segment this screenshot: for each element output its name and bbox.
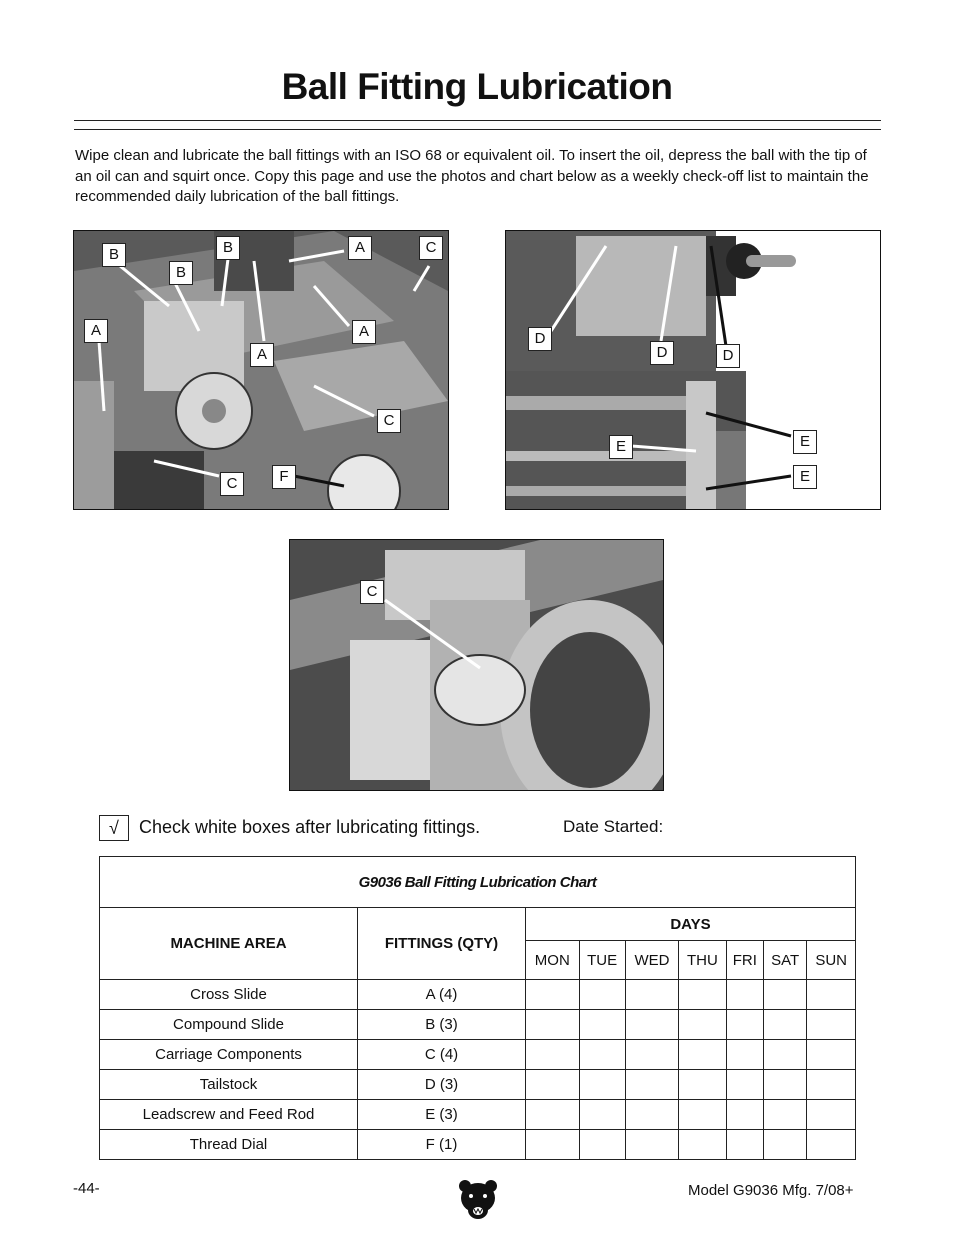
day-header: MON [526, 941, 580, 980]
check-box-cell[interactable] [807, 980, 856, 1010]
check-box-cell[interactable] [579, 1010, 625, 1040]
check-box-cell[interactable] [579, 1130, 625, 1160]
callout-c: C [377, 409, 401, 433]
fittings-cell: F (1) [358, 1130, 526, 1160]
fittings-cell: D (3) [358, 1070, 526, 1100]
model-info: Model G9036 Mfg. 7/08+ [688, 1182, 854, 1199]
machine-area-cell: Tailstock [100, 1070, 358, 1100]
callout-d: D [716, 344, 740, 368]
page-title: Ball Fitting Lubrication [281, 66, 673, 107]
col-days: DAYS [526, 908, 856, 941]
day-header: SUN [807, 941, 856, 980]
bear-logo-icon [458, 1178, 498, 1225]
callout-f: F [272, 465, 296, 489]
check-box-cell[interactable] [579, 980, 625, 1010]
check-box-cell[interactable] [679, 1070, 726, 1100]
check-box-cell[interactable] [764, 980, 807, 1010]
check-box-cell[interactable] [764, 1130, 807, 1160]
table-row [100, 1010, 856, 1040]
lubrication-chart [99, 856, 856, 1160]
title-rule-top [74, 120, 881, 121]
machine-area-cell: Compound Slide [100, 1010, 358, 1040]
callout-b: B [216, 236, 240, 260]
check-box-cell[interactable] [807, 1010, 856, 1040]
fittings-cell: E (3) [358, 1100, 526, 1130]
check-box-cell[interactable] [625, 1130, 679, 1160]
callout-a: A [250, 343, 274, 367]
day-header: SAT [764, 941, 807, 980]
table-row [100, 1040, 856, 1070]
callout-e: E [609, 435, 633, 459]
machine-area-cell: Thread Dial [100, 1130, 358, 1160]
callout-e: E [793, 430, 817, 454]
day-header: THU [679, 941, 726, 980]
fittings-cell: C (4) [358, 1040, 526, 1070]
checkoff-text: Check white boxes after lubricating fittings. [139, 817, 481, 837]
callout-c: C [419, 236, 443, 260]
check-box-cell[interactable] [764, 1070, 807, 1100]
callout-e: E [793, 465, 817, 489]
check-box-cell[interactable] [679, 980, 726, 1010]
check-box-cell[interactable] [579, 1070, 625, 1100]
callout-d: D [528, 327, 552, 351]
callout-b: B [169, 261, 193, 285]
check-box-cell[interactable] [526, 1010, 580, 1040]
day-header: FRI [726, 941, 763, 980]
check-box-cell[interactable] [625, 1070, 679, 1100]
check-box-cell[interactable] [764, 1100, 807, 1130]
check-box-cell[interactable] [807, 1070, 856, 1100]
machine-area-cell: Cross Slide [100, 980, 358, 1010]
check-box-cell[interactable] [526, 1100, 580, 1130]
check-box-cell[interactable] [625, 1040, 679, 1070]
check-box-cell[interactable] [726, 1100, 763, 1130]
machine-area-cell: Leadscrew and Feed Rod [100, 1100, 358, 1130]
callout-a: A [352, 320, 376, 344]
thread-dial-photo [289, 539, 664, 791]
table-row [100, 1130, 856, 1160]
callout-b: B [102, 243, 126, 267]
check-box-cell[interactable] [764, 1010, 807, 1040]
check-box-cell[interactable] [726, 980, 763, 1010]
day-header: TUE [579, 941, 625, 980]
check-box-cell[interactable] [807, 1040, 856, 1070]
check-box-cell[interactable] [679, 1040, 726, 1070]
title-rule-bottom [74, 129, 881, 130]
check-box-cell[interactable] [526, 1070, 580, 1100]
check-box-cell[interactable] [807, 1130, 856, 1160]
table-row [100, 1070, 856, 1100]
tailstock-leadscrew-photo [505, 230, 881, 510]
callout-c: C [360, 580, 384, 604]
check-box-cell[interactable] [726, 1040, 763, 1070]
check-mark-box: √ [99, 815, 129, 841]
table-row [100, 980, 856, 1010]
callout-d: D [650, 341, 674, 365]
callout-c: C [220, 472, 244, 496]
check-box-cell[interactable] [579, 1100, 625, 1130]
fittings-cell: B (3) [358, 1010, 526, 1040]
check-box-cell[interactable] [625, 1100, 679, 1130]
check-box-cell[interactable] [679, 1100, 726, 1130]
check-box-cell[interactable] [726, 1130, 763, 1160]
table-row [100, 1100, 856, 1130]
check-box-cell[interactable] [526, 1130, 580, 1160]
cross-slide-photo [73, 230, 449, 510]
check-box-cell[interactable] [579, 1040, 625, 1070]
check-box-cell[interactable] [726, 1010, 763, 1040]
check-box-cell[interactable] [807, 1100, 856, 1130]
check-box-cell[interactable] [679, 1010, 726, 1040]
col-machine-area: MACHINE AREA [100, 908, 358, 980]
check-box-cell[interactable] [526, 980, 580, 1010]
check-box-cell[interactable] [679, 1130, 726, 1160]
date-started-label: Date Started: [563, 817, 664, 836]
fittings-cell: A (4) [358, 980, 526, 1010]
check-box-cell[interactable] [764, 1040, 807, 1070]
chart-title: G9036 Ball Fitting Lubrication Chart [100, 857, 856, 908]
check-box-cell[interactable] [726, 1070, 763, 1100]
day-header: WED [625, 941, 679, 980]
callout-a: A [84, 319, 108, 343]
check-box-cell[interactable] [625, 980, 679, 1010]
check-box-cell[interactable] [526, 1040, 580, 1070]
machine-area-cell: Carriage Components [100, 1040, 358, 1070]
intro-paragraph: Wipe clean and lubricate the ball fittings with an ISO 68 or equivalent oil. To insert the oil, depress the ball with the tip of an oil can and squirt once. Copy this page and use the photos and chart below as a weekly check-off list to maintain the recommended daily lubrication of the ball fittings. [75, 147, 869, 205]
check-box-cell[interactable] [625, 1010, 679, 1040]
col-fittings: FITTINGS (QTY) [358, 908, 526, 980]
page-number: -44- [73, 1180, 100, 1197]
callout-a: A [348, 236, 372, 260]
